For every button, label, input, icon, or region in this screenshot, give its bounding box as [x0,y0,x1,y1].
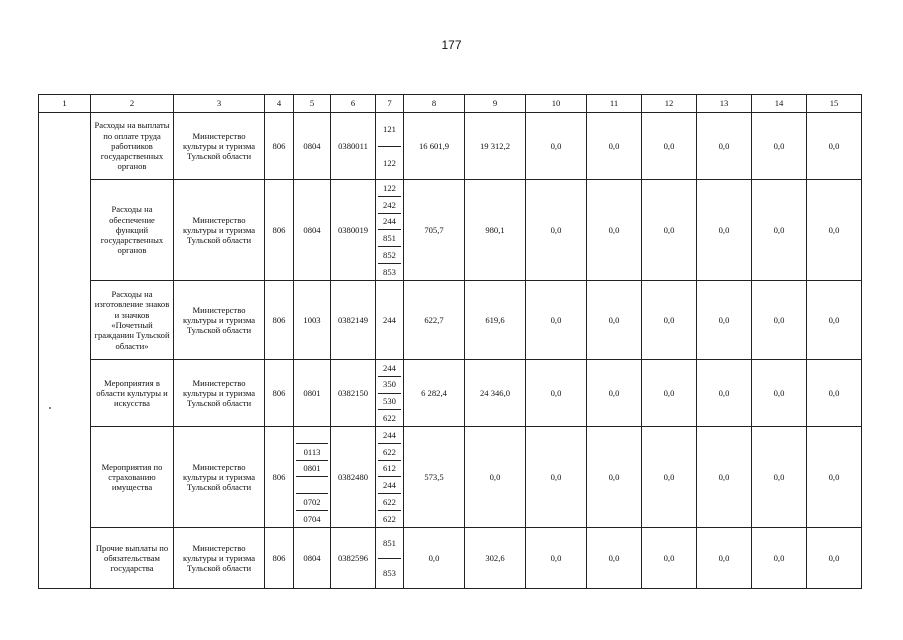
code-col-5: 0804 [294,180,331,281]
code-col-5 [294,427,331,528]
code-col-7 [376,113,404,180]
code-col-7 [376,180,404,281]
code-col-6: 0382596 [331,528,376,589]
amount-col-8: 705,7 [404,180,465,281]
code-col-7-line: 622 [378,443,401,460]
code-col-6: 0382150 [331,360,376,427]
amount-col-12: 0,0 [642,281,697,360]
code-col-6: 0382149 [331,281,376,360]
expense-description: Расходы на выплаты по оплате труда работников государственных органов [91,113,174,180]
code-col-7: 244 [376,281,404,360]
amount-col-14: 0,0 [752,180,807,281]
header-cell-1: 1 [39,95,91,113]
page-number: 177 [441,38,462,52]
amount-col-12: 0,0 [642,427,697,528]
amount-col-13: 0,0 [697,281,752,360]
amount-col-11: 0,0 [587,360,642,427]
amount-col-9: 619,6 [465,281,526,360]
amount-col-10: 0,0 [526,427,587,528]
code-col-7-line: 121 [383,124,396,135]
amount-col-12: 0,0 [642,180,697,281]
amount-col-15: 0,0 [807,113,862,180]
amount-col-14: 0,0 [752,113,807,180]
code-col-4: 806 [265,281,294,360]
amount-col-14: 0,0 [752,360,807,427]
amount-col-10: 0,0 [526,180,587,281]
amount-col-9: 24 346,0 [465,360,526,427]
code-col-6: 0380011 [331,113,376,180]
amount-col-9: 980,1 [465,180,526,281]
code-col-7-line: 853 [378,558,401,589]
ministry-name: Министерство культуры и туризма Тульской области [174,360,265,427]
header-cell-13: 13 [697,95,752,113]
amount-col-8: 573,5 [404,427,465,528]
table-row [39,427,862,528]
code-col-7-line: 242 [378,196,401,213]
header-cell-7: 7 [376,95,404,113]
amount-col-8: 0,0 [404,528,465,589]
scan-speck [49,407,51,409]
header-cell-9: 9 [465,95,526,113]
code-col-7-line: 244 [378,213,401,230]
code-col-7-line: 244 [383,362,396,373]
code-col-7-line: 622 [378,493,401,510]
code-col-5: 0804 [294,113,331,180]
header-cell-4: 4 [265,95,294,113]
code-col-4: 806 [265,113,294,180]
amount-col-11: 0,0 [587,281,642,360]
expense-description: Мероприятия в области культуры и искусства [91,360,174,427]
code-col-6: 0380019 [331,180,376,281]
table-row [39,528,862,589]
amount-col-11: 0,0 [587,180,642,281]
ministry-name: Министерство культуры и туризма Тульской области [174,180,265,281]
amount-col-15: 0,0 [807,180,862,281]
amount-col-13: 0,0 [697,528,752,589]
code-col-7-line: 244 [383,429,396,440]
ministry-name: Министерство культуры и туризма Тульской области [174,528,265,589]
amount-col-10: 0,0 [526,360,587,427]
code-col-7-line: 530 [378,393,401,410]
table-row [39,113,862,180]
amount-col-10: 0,0 [526,281,587,360]
amount-col-11: 0,0 [587,427,642,528]
header-cell-12: 12 [642,95,697,113]
expense-description: Прочие выплаты по обязательствам государства [91,528,174,589]
code-col-5: 0801 [294,360,331,427]
code-col-7 [376,360,404,427]
code-col-4: 806 [265,528,294,589]
code-col-7-line: 622 [378,510,401,527]
code-col-4: 806 [265,180,294,281]
code-col-7-line: 853 [378,263,401,280]
expense-description: Мероприятия по страхованию имущества [91,427,174,528]
amount-col-12: 0,0 [642,113,697,180]
code-col-5: 1003 [294,281,331,360]
header-row [39,95,862,113]
amount-col-10: 0,0 [526,113,587,180]
code-col-7 [376,427,404,528]
header-cell-15: 15 [807,95,862,113]
row-group-cell [39,113,91,589]
code-col-7-line: 851 [378,229,401,246]
code-col-4: 806 [265,360,294,427]
amount-col-10: 0,0 [526,528,587,589]
amount-col-9: 302,6 [465,528,526,589]
amount-col-15: 0,0 [807,528,862,589]
amount-col-13: 0,0 [697,427,752,528]
ministry-name: Министерство культуры и туризма Тульской области [174,427,265,528]
header-cell-5: 5 [294,95,331,113]
budget-table [38,94,862,589]
code-col-5: 0804 [294,528,331,589]
header-cell-6: 6 [331,95,376,113]
amount-col-13: 0,0 [697,113,752,180]
header-cell-11: 11 [587,95,642,113]
code-col-4: 806 [265,427,294,528]
amount-col-8: 16 601,9 [404,113,465,180]
header-cell-2: 2 [91,95,174,113]
amount-col-11: 0,0 [587,528,642,589]
code-col-7-line: 244 [378,476,401,493]
amount-col-14: 0,0 [752,427,807,528]
amount-col-13: 0,0 [697,180,752,281]
ministry-name: Министерство культуры и туризма Тульской области [174,113,265,180]
code-col-7-line: 612 [378,460,401,477]
amount-col-8: 6 282,4 [404,360,465,427]
amount-col-14: 0,0 [752,281,807,360]
code-col-5-line [296,476,328,493]
header-cell-10: 10 [526,95,587,113]
amount-col-8: 622,7 [404,281,465,360]
ministry-name: Министерство культуры и туризма Тульской области [174,281,265,360]
code-col-7 [376,528,404,589]
code-col-7-line: 122 [383,182,396,193]
code-col-5-line: 0113 [296,443,328,460]
code-col-5-line: 0801 [296,460,328,477]
amount-col-11: 0,0 [587,113,642,180]
expense-description: Расходы на изготовление знаков и значков «Почетный гражданин Тульской области» [91,281,174,360]
header-cell-14: 14 [752,95,807,113]
code-col-7-line: 851 [383,537,396,548]
code-col-5-line: 0702 [296,493,328,510]
header-cell-8: 8 [404,95,465,113]
code-col-7-line: 622 [378,409,401,426]
table-row [39,281,862,360]
code-col-7-line: 122 [378,146,401,180]
table-row [39,360,862,427]
amount-col-9: 19 312,2 [465,113,526,180]
amount-col-15: 0,0 [807,360,862,427]
amount-col-15: 0,0 [807,281,862,360]
amount-col-13: 0,0 [697,360,752,427]
code-col-5-line: 0704 [296,510,328,527]
expense-description: Расходы на обеспечение функций государственных органов [91,180,174,281]
code-col-5-line [296,427,328,443]
amount-col-15: 0,0 [807,427,862,528]
amount-col-12: 0,0 [642,360,697,427]
amount-col-12: 0,0 [642,528,697,589]
code-col-7-line: 852 [378,246,401,263]
code-col-6: 0382480 [331,427,376,528]
table-row [39,180,862,281]
code-col-7-line: 350 [378,376,401,393]
amount-col-9: 0,0 [465,427,526,528]
header-cell-3: 3 [174,95,265,113]
amount-col-14: 0,0 [752,528,807,589]
